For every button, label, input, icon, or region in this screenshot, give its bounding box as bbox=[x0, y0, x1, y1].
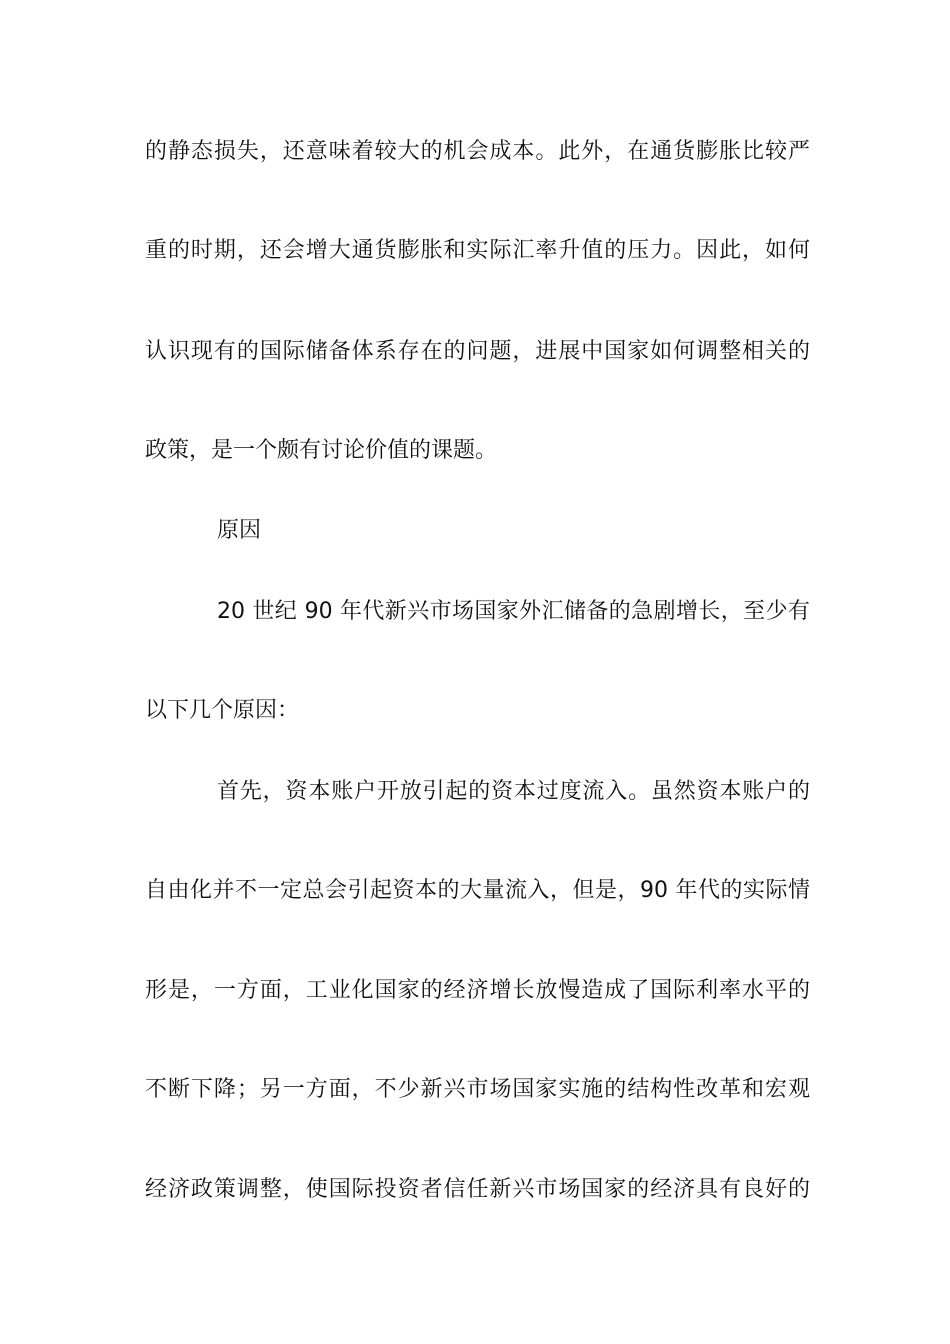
paragraph-line: 经济政策调整，使国际投资者信任新兴市场国家的经济具有良好的 bbox=[145, 1177, 810, 1202]
paragraph-line: 认识现有的国际储备体系存在的问题，进展中国家如何调整相关的 bbox=[145, 339, 810, 364]
paragraph-line: 首先，资本账户开放引起的资本过度流入。虽然资本账户的 bbox=[217, 779, 810, 804]
paragraph-line: 以下几个原因： bbox=[145, 698, 300, 723]
paragraph-line: 形是，一方面，工业化国家的经济增长放慢造成了国际利率水平的 bbox=[145, 978, 810, 1003]
section-heading: 原因 bbox=[217, 518, 262, 543]
paragraph-line: 自由化并不一定总会引起资本的大量流入，但是，90 年代的实际情 bbox=[145, 878, 810, 903]
paragraph-line: 不断下降；另一方面，不少新兴市场国家实施的结构性改革和宏观 bbox=[145, 1077, 810, 1102]
paragraph-line: 重的时期，还会增大通货膨胀和实际汇率升值的压力。因此，如何 bbox=[145, 238, 810, 263]
paragraph-line: 政策，是一个颇有讨论价值的课题。 bbox=[145, 438, 498, 463]
paragraph-line: 20 世纪 90 年代新兴市场国家外汇储备的急剧增长，至少有 bbox=[217, 599, 810, 624]
paragraph-line: 的静态损失，还意味着较大的机会成本。此外，在通货膨胀比较严 bbox=[145, 139, 810, 164]
